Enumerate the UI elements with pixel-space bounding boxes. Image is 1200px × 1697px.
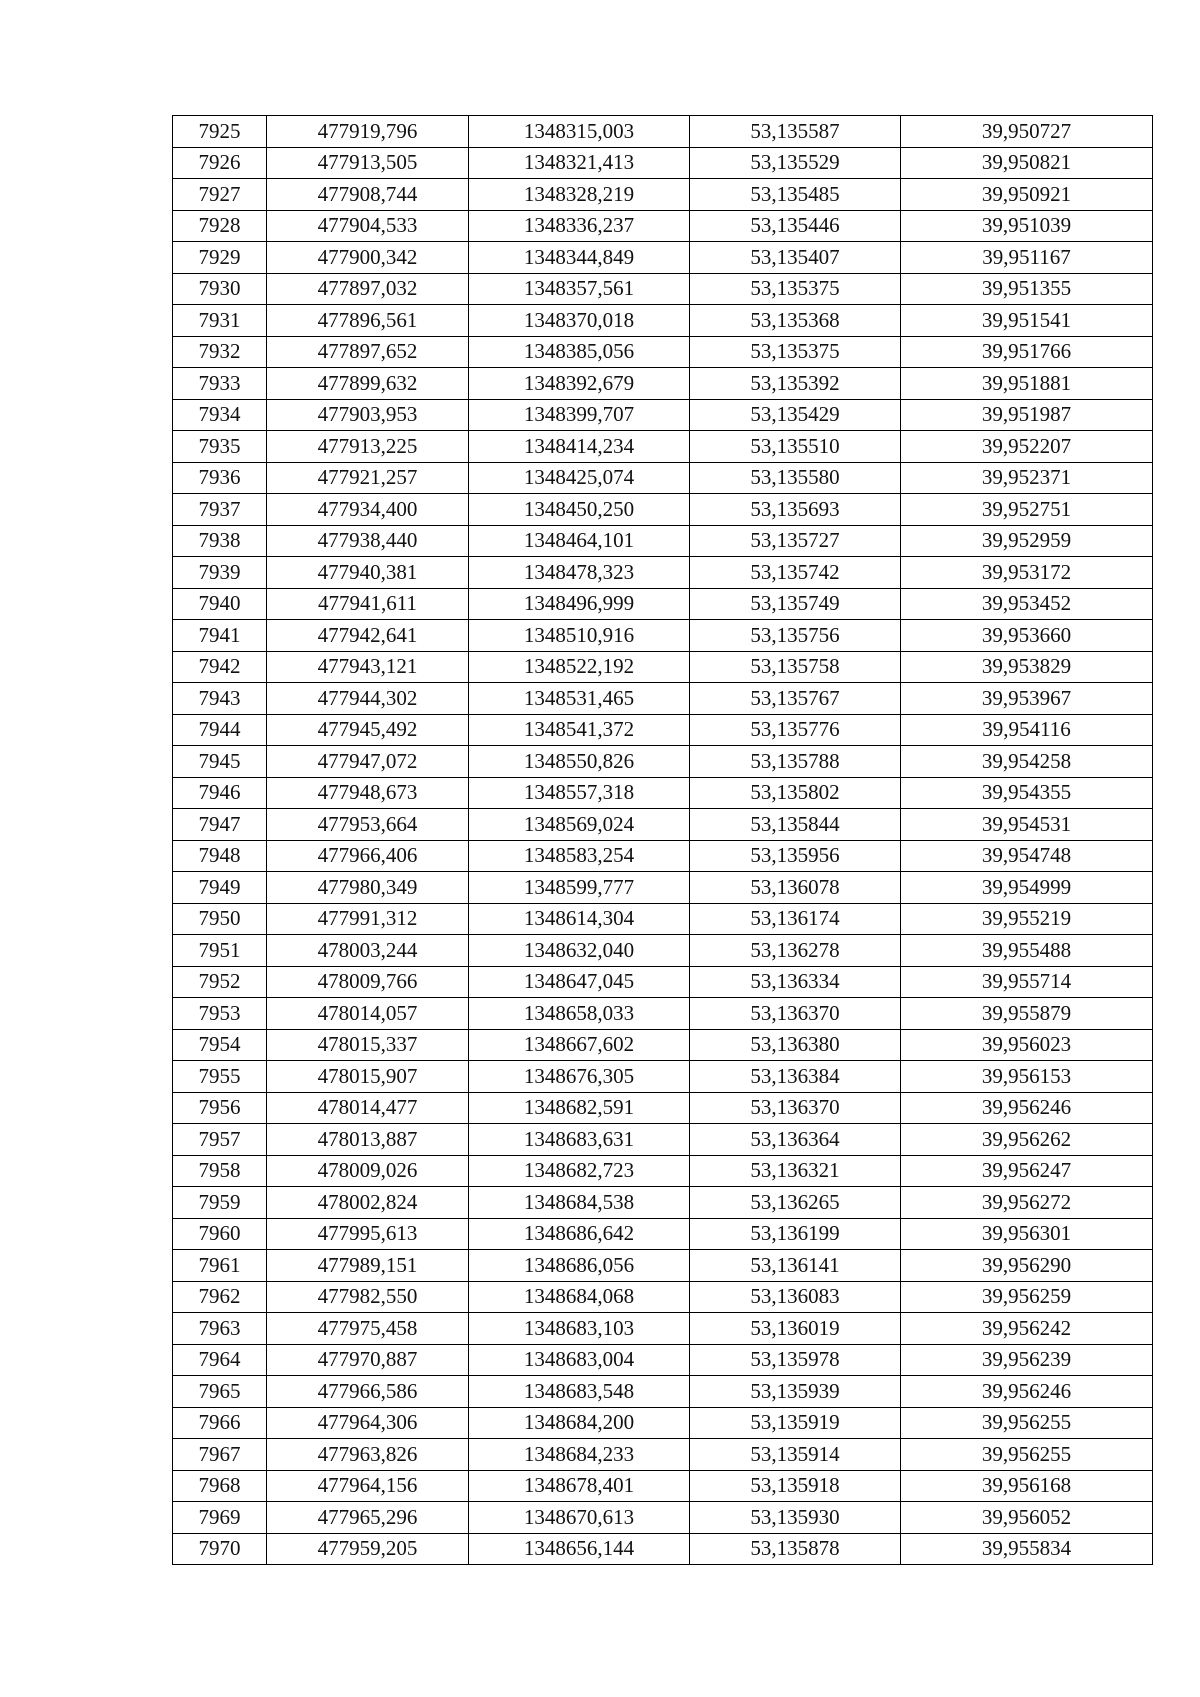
longitude-cell: 39,951167 — [901, 242, 1153, 274]
y-coordinate-cell: 1348569,024 — [469, 809, 690, 841]
longitude-cell: 39,953452 — [901, 588, 1153, 620]
longitude-cell: 39,956246 — [901, 1092, 1153, 1124]
latitude-cell: 53,135918 — [690, 1470, 901, 1502]
point-number-cell: 7967 — [173, 1439, 267, 1471]
y-coordinate-cell: 1348667,602 — [469, 1029, 690, 1061]
longitude-cell: 39,954116 — [901, 714, 1153, 746]
table-row — [173, 777, 1153, 809]
longitude-cell: 39,953172 — [901, 557, 1153, 589]
point-number-cell: 7963 — [173, 1313, 267, 1345]
table-row — [173, 1092, 1153, 1124]
x-coordinate-cell: 477980,349 — [267, 872, 469, 904]
longitude-cell: 39,950727 — [901, 116, 1153, 148]
longitude-cell: 39,956153 — [901, 1061, 1153, 1093]
longitude-cell: 39,955834 — [901, 1533, 1153, 1565]
x-coordinate-cell: 477975,458 — [267, 1313, 469, 1345]
coordinates-table — [172, 115, 1153, 1565]
point-number-cell: 7945 — [173, 746, 267, 778]
point-number-cell: 7953 — [173, 998, 267, 1030]
y-coordinate-cell: 1348647,045 — [469, 966, 690, 998]
longitude-cell: 39,956259 — [901, 1281, 1153, 1313]
latitude-cell: 53,135392 — [690, 368, 901, 400]
latitude-cell: 53,135693 — [690, 494, 901, 526]
longitude-cell: 39,956290 — [901, 1250, 1153, 1282]
point-number-cell: 7939 — [173, 557, 267, 589]
x-coordinate-cell: 478015,907 — [267, 1061, 469, 1093]
y-coordinate-cell: 1348684,233 — [469, 1439, 690, 1471]
table-row — [173, 1029, 1153, 1061]
y-coordinate-cell: 1348344,849 — [469, 242, 690, 274]
longitude-cell: 39,953967 — [901, 683, 1153, 715]
x-coordinate-cell: 477904,533 — [267, 210, 469, 242]
longitude-cell: 39,951039 — [901, 210, 1153, 242]
x-coordinate-cell: 477948,673 — [267, 777, 469, 809]
x-coordinate-cell: 478014,057 — [267, 998, 469, 1030]
latitude-cell: 53,135407 — [690, 242, 901, 274]
table-row — [173, 651, 1153, 683]
latitude-cell: 53,136083 — [690, 1281, 901, 1313]
x-coordinate-cell: 477943,121 — [267, 651, 469, 683]
latitude-cell: 53,135446 — [690, 210, 901, 242]
y-coordinate-cell: 1348414,234 — [469, 431, 690, 463]
table-row — [173, 746, 1153, 778]
point-number-cell: 7927 — [173, 179, 267, 211]
latitude-cell: 53,136321 — [690, 1155, 901, 1187]
latitude-cell: 53,135776 — [690, 714, 901, 746]
longitude-cell: 39,956242 — [901, 1313, 1153, 1345]
latitude-cell: 53,136364 — [690, 1124, 901, 1156]
longitude-cell: 39,953829 — [901, 651, 1153, 683]
longitude-cell: 39,950921 — [901, 179, 1153, 211]
latitude-cell: 53,135485 — [690, 179, 901, 211]
longitude-cell: 39,955879 — [901, 998, 1153, 1030]
table-row — [173, 588, 1153, 620]
y-coordinate-cell: 1348425,074 — [469, 462, 690, 494]
y-coordinate-cell: 1348599,777 — [469, 872, 690, 904]
latitude-cell: 53,135878 — [690, 1533, 901, 1565]
x-coordinate-cell: 477913,225 — [267, 431, 469, 463]
x-coordinate-cell: 477938,440 — [267, 525, 469, 557]
longitude-cell: 39,956247 — [901, 1155, 1153, 1187]
point-number-cell: 7957 — [173, 1124, 267, 1156]
table-row — [173, 966, 1153, 998]
table-row — [173, 336, 1153, 368]
x-coordinate-cell: 477989,151 — [267, 1250, 469, 1282]
x-coordinate-cell: 477934,400 — [267, 494, 469, 526]
latitude-cell: 53,135844 — [690, 809, 901, 841]
table-row — [173, 210, 1153, 242]
table-row — [173, 620, 1153, 652]
latitude-cell: 53,135375 — [690, 336, 901, 368]
latitude-cell: 53,136370 — [690, 998, 901, 1030]
latitude-cell: 53,135510 — [690, 431, 901, 463]
y-coordinate-cell: 1348683,548 — [469, 1376, 690, 1408]
point-number-cell: 7925 — [173, 116, 267, 148]
x-coordinate-cell: 477913,505 — [267, 147, 469, 179]
latitude-cell: 53,135930 — [690, 1502, 901, 1534]
point-number-cell: 7952 — [173, 966, 267, 998]
latitude-cell: 53,135919 — [690, 1407, 901, 1439]
y-coordinate-cell: 1348531,465 — [469, 683, 690, 715]
longitude-cell: 39,952207 — [901, 431, 1153, 463]
y-coordinate-cell: 1348385,056 — [469, 336, 690, 368]
latitude-cell: 53,136019 — [690, 1313, 901, 1345]
y-coordinate-cell: 1348399,707 — [469, 399, 690, 431]
y-coordinate-cell: 1348557,318 — [469, 777, 690, 809]
point-number-cell: 7932 — [173, 336, 267, 368]
y-coordinate-cell: 1348522,192 — [469, 651, 690, 683]
point-number-cell: 7942 — [173, 651, 267, 683]
y-coordinate-cell: 1348670,613 — [469, 1502, 690, 1534]
x-coordinate-cell: 477921,257 — [267, 462, 469, 494]
y-coordinate-cell: 1348678,401 — [469, 1470, 690, 1502]
x-coordinate-cell: 477959,205 — [267, 1533, 469, 1565]
table-row — [173, 1250, 1153, 1282]
point-number-cell: 7951 — [173, 935, 267, 967]
point-number-cell: 7940 — [173, 588, 267, 620]
table-row — [173, 1407, 1153, 1439]
latitude-cell: 53,135939 — [690, 1376, 901, 1408]
latitude-cell: 53,135788 — [690, 746, 901, 778]
point-number-cell: 7943 — [173, 683, 267, 715]
point-number-cell: 7965 — [173, 1376, 267, 1408]
x-coordinate-cell: 477995,613 — [267, 1218, 469, 1250]
x-coordinate-cell: 477919,796 — [267, 116, 469, 148]
y-coordinate-cell: 1348328,219 — [469, 179, 690, 211]
table-row — [173, 1533, 1153, 1565]
table-row — [173, 1439, 1153, 1471]
y-coordinate-cell: 1348315,003 — [469, 116, 690, 148]
table-row — [173, 714, 1153, 746]
y-coordinate-cell: 1348583,254 — [469, 840, 690, 872]
point-number-cell: 7960 — [173, 1218, 267, 1250]
point-number-cell: 7946 — [173, 777, 267, 809]
table-row — [173, 1218, 1153, 1250]
table-row — [173, 399, 1153, 431]
x-coordinate-cell: 477944,302 — [267, 683, 469, 715]
longitude-cell: 39,956246 — [901, 1376, 1153, 1408]
longitude-cell: 39,954531 — [901, 809, 1153, 841]
y-coordinate-cell: 1348632,040 — [469, 935, 690, 967]
latitude-cell: 53,136265 — [690, 1187, 901, 1219]
y-coordinate-cell: 1348658,033 — [469, 998, 690, 1030]
x-coordinate-cell: 477896,561 — [267, 305, 469, 337]
table-row — [173, 1155, 1153, 1187]
y-coordinate-cell: 1348370,018 — [469, 305, 690, 337]
coordinates-table-body — [173, 116, 1153, 1565]
table-row — [173, 872, 1153, 904]
y-coordinate-cell: 1348357,561 — [469, 273, 690, 305]
point-number-cell: 7958 — [173, 1155, 267, 1187]
table-row — [173, 1470, 1153, 1502]
x-coordinate-cell: 478014,477 — [267, 1092, 469, 1124]
point-number-cell: 7970 — [173, 1533, 267, 1565]
point-number-cell: 7938 — [173, 525, 267, 557]
latitude-cell: 53,135742 — [690, 557, 901, 589]
point-number-cell: 7950 — [173, 903, 267, 935]
longitude-cell: 39,955219 — [901, 903, 1153, 935]
latitude-cell: 53,136199 — [690, 1218, 901, 1250]
x-coordinate-cell: 477897,032 — [267, 273, 469, 305]
latitude-cell: 53,136380 — [690, 1029, 901, 1061]
point-number-cell: 7926 — [173, 147, 267, 179]
longitude-cell: 39,954258 — [901, 746, 1153, 778]
x-coordinate-cell: 477897,652 — [267, 336, 469, 368]
point-number-cell: 7944 — [173, 714, 267, 746]
latitude-cell: 53,135375 — [690, 273, 901, 305]
latitude-cell: 53,136174 — [690, 903, 901, 935]
y-coordinate-cell: 1348392,679 — [469, 368, 690, 400]
x-coordinate-cell: 477903,953 — [267, 399, 469, 431]
x-coordinate-cell: 477940,381 — [267, 557, 469, 589]
point-number-cell: 7954 — [173, 1029, 267, 1061]
latitude-cell: 53,135756 — [690, 620, 901, 652]
point-number-cell: 7930 — [173, 273, 267, 305]
point-number-cell: 7928 — [173, 210, 267, 242]
latitude-cell: 53,135580 — [690, 462, 901, 494]
x-coordinate-cell: 477991,312 — [267, 903, 469, 935]
x-coordinate-cell: 477970,887 — [267, 1344, 469, 1376]
longitude-cell: 39,956023 — [901, 1029, 1153, 1061]
latitude-cell: 53,135749 — [690, 588, 901, 620]
y-coordinate-cell: 1348683,103 — [469, 1313, 690, 1345]
y-coordinate-cell: 1348496,999 — [469, 588, 690, 620]
table-row — [173, 998, 1153, 1030]
x-coordinate-cell: 477947,072 — [267, 746, 469, 778]
longitude-cell: 39,956052 — [901, 1502, 1153, 1534]
longitude-cell: 39,956272 — [901, 1187, 1153, 1219]
x-coordinate-cell: 477965,296 — [267, 1502, 469, 1534]
longitude-cell: 39,953660 — [901, 620, 1153, 652]
table-row — [173, 1376, 1153, 1408]
x-coordinate-cell: 477941,611 — [267, 588, 469, 620]
latitude-cell: 53,136384 — [690, 1061, 901, 1093]
latitude-cell: 53,135978 — [690, 1344, 901, 1376]
longitude-cell: 39,952371 — [901, 462, 1153, 494]
table-row — [173, 840, 1153, 872]
x-coordinate-cell: 478015,337 — [267, 1029, 469, 1061]
table-row — [173, 1187, 1153, 1219]
y-coordinate-cell: 1348683,631 — [469, 1124, 690, 1156]
longitude-cell: 39,956239 — [901, 1344, 1153, 1376]
table-row — [173, 683, 1153, 715]
y-coordinate-cell: 1348321,413 — [469, 147, 690, 179]
point-number-cell: 7941 — [173, 620, 267, 652]
point-number-cell: 7962 — [173, 1281, 267, 1313]
latitude-cell: 53,136334 — [690, 966, 901, 998]
latitude-cell: 53,135802 — [690, 777, 901, 809]
point-number-cell: 7961 — [173, 1250, 267, 1282]
point-number-cell: 7948 — [173, 840, 267, 872]
table-row — [173, 557, 1153, 589]
longitude-cell: 39,956262 — [901, 1124, 1153, 1156]
point-number-cell: 7949 — [173, 872, 267, 904]
table-row — [173, 305, 1153, 337]
x-coordinate-cell: 478013,887 — [267, 1124, 469, 1156]
table-row — [173, 242, 1153, 274]
table-row — [173, 494, 1153, 526]
x-coordinate-cell: 478009,026 — [267, 1155, 469, 1187]
longitude-cell: 39,952959 — [901, 525, 1153, 557]
latitude-cell: 53,135587 — [690, 116, 901, 148]
y-coordinate-cell: 1348684,200 — [469, 1407, 690, 1439]
x-coordinate-cell: 478003,244 — [267, 935, 469, 967]
x-coordinate-cell: 477900,342 — [267, 242, 469, 274]
latitude-cell: 53,135956 — [690, 840, 901, 872]
table-row — [173, 147, 1153, 179]
point-number-cell: 7955 — [173, 1061, 267, 1093]
longitude-cell: 39,954748 — [901, 840, 1153, 872]
point-number-cell: 7966 — [173, 1407, 267, 1439]
table-row — [173, 809, 1153, 841]
y-coordinate-cell: 1348684,068 — [469, 1281, 690, 1313]
y-coordinate-cell: 1348336,237 — [469, 210, 690, 242]
latitude-cell: 53,136370 — [690, 1092, 901, 1124]
x-coordinate-cell: 477942,641 — [267, 620, 469, 652]
table-row — [173, 368, 1153, 400]
y-coordinate-cell: 1348682,591 — [469, 1092, 690, 1124]
table-row — [173, 431, 1153, 463]
longitude-cell: 39,951881 — [901, 368, 1153, 400]
longitude-cell: 39,956255 — [901, 1407, 1153, 1439]
latitude-cell: 53,135368 — [690, 305, 901, 337]
longitude-cell: 39,954999 — [901, 872, 1153, 904]
point-number-cell: 7929 — [173, 242, 267, 274]
latitude-cell: 53,136141 — [690, 1250, 901, 1282]
longitude-cell: 39,956168 — [901, 1470, 1153, 1502]
longitude-cell: 39,950821 — [901, 147, 1153, 179]
point-number-cell: 7936 — [173, 462, 267, 494]
table-row — [173, 1502, 1153, 1534]
table-row — [173, 273, 1153, 305]
table-row — [173, 1313, 1153, 1345]
point-number-cell: 7968 — [173, 1470, 267, 1502]
point-number-cell: 7934 — [173, 399, 267, 431]
x-coordinate-cell: 477964,156 — [267, 1470, 469, 1502]
latitude-cell: 53,136278 — [690, 935, 901, 967]
longitude-cell: 39,952751 — [901, 494, 1153, 526]
y-coordinate-cell: 1348682,723 — [469, 1155, 690, 1187]
longitude-cell: 39,951541 — [901, 305, 1153, 337]
y-coordinate-cell: 1348510,916 — [469, 620, 690, 652]
y-coordinate-cell: 1348550,826 — [469, 746, 690, 778]
longitude-cell: 39,955714 — [901, 966, 1153, 998]
longitude-cell: 39,956255 — [901, 1439, 1153, 1471]
y-coordinate-cell: 1348478,323 — [469, 557, 690, 589]
x-coordinate-cell: 477953,664 — [267, 809, 469, 841]
x-coordinate-cell: 477982,550 — [267, 1281, 469, 1313]
x-coordinate-cell: 478009,766 — [267, 966, 469, 998]
table-row — [173, 525, 1153, 557]
x-coordinate-cell: 477963,826 — [267, 1439, 469, 1471]
x-coordinate-cell: 477945,492 — [267, 714, 469, 746]
longitude-cell: 39,951766 — [901, 336, 1153, 368]
point-number-cell: 7947 — [173, 809, 267, 841]
latitude-cell: 53,135429 — [690, 399, 901, 431]
latitude-cell: 53,135727 — [690, 525, 901, 557]
table-row — [173, 1281, 1153, 1313]
y-coordinate-cell: 1348686,056 — [469, 1250, 690, 1282]
point-number-cell: 7964 — [173, 1344, 267, 1376]
y-coordinate-cell: 1348684,538 — [469, 1187, 690, 1219]
point-number-cell: 7969 — [173, 1502, 267, 1534]
table-row — [173, 1061, 1153, 1093]
point-number-cell: 7933 — [173, 368, 267, 400]
y-coordinate-cell: 1348614,304 — [469, 903, 690, 935]
y-coordinate-cell: 1348541,372 — [469, 714, 690, 746]
y-coordinate-cell: 1348686,642 — [469, 1218, 690, 1250]
table-row — [173, 903, 1153, 935]
longitude-cell: 39,951987 — [901, 399, 1153, 431]
latitude-cell: 53,135914 — [690, 1439, 901, 1471]
latitude-cell: 53,135758 — [690, 651, 901, 683]
x-coordinate-cell: 477964,306 — [267, 1407, 469, 1439]
y-coordinate-cell: 1348450,250 — [469, 494, 690, 526]
table-row — [173, 179, 1153, 211]
x-coordinate-cell: 477966,406 — [267, 840, 469, 872]
table-row — [173, 935, 1153, 967]
latitude-cell: 53,136078 — [690, 872, 901, 904]
latitude-cell: 53,135529 — [690, 147, 901, 179]
x-coordinate-cell: 477908,744 — [267, 179, 469, 211]
longitude-cell: 39,956301 — [901, 1218, 1153, 1250]
longitude-cell: 39,955488 — [901, 935, 1153, 967]
x-coordinate-cell: 477966,586 — [267, 1376, 469, 1408]
point-number-cell: 7935 — [173, 431, 267, 463]
table-row — [173, 1124, 1153, 1156]
y-coordinate-cell: 1348676,305 — [469, 1061, 690, 1093]
x-coordinate-cell: 478002,824 — [267, 1187, 469, 1219]
point-number-cell: 7956 — [173, 1092, 267, 1124]
longitude-cell: 39,954355 — [901, 777, 1153, 809]
y-coordinate-cell: 1348683,004 — [469, 1344, 690, 1376]
point-number-cell: 7937 — [173, 494, 267, 526]
latitude-cell: 53,135767 — [690, 683, 901, 715]
y-coordinate-cell: 1348464,101 — [469, 525, 690, 557]
x-coordinate-cell: 477899,632 — [267, 368, 469, 400]
y-coordinate-cell: 1348656,144 — [469, 1533, 690, 1565]
point-number-cell: 7959 — [173, 1187, 267, 1219]
table-row — [173, 1344, 1153, 1376]
longitude-cell: 39,951355 — [901, 273, 1153, 305]
table-row — [173, 116, 1153, 148]
point-number-cell: 7931 — [173, 305, 267, 337]
table-row — [173, 462, 1153, 494]
